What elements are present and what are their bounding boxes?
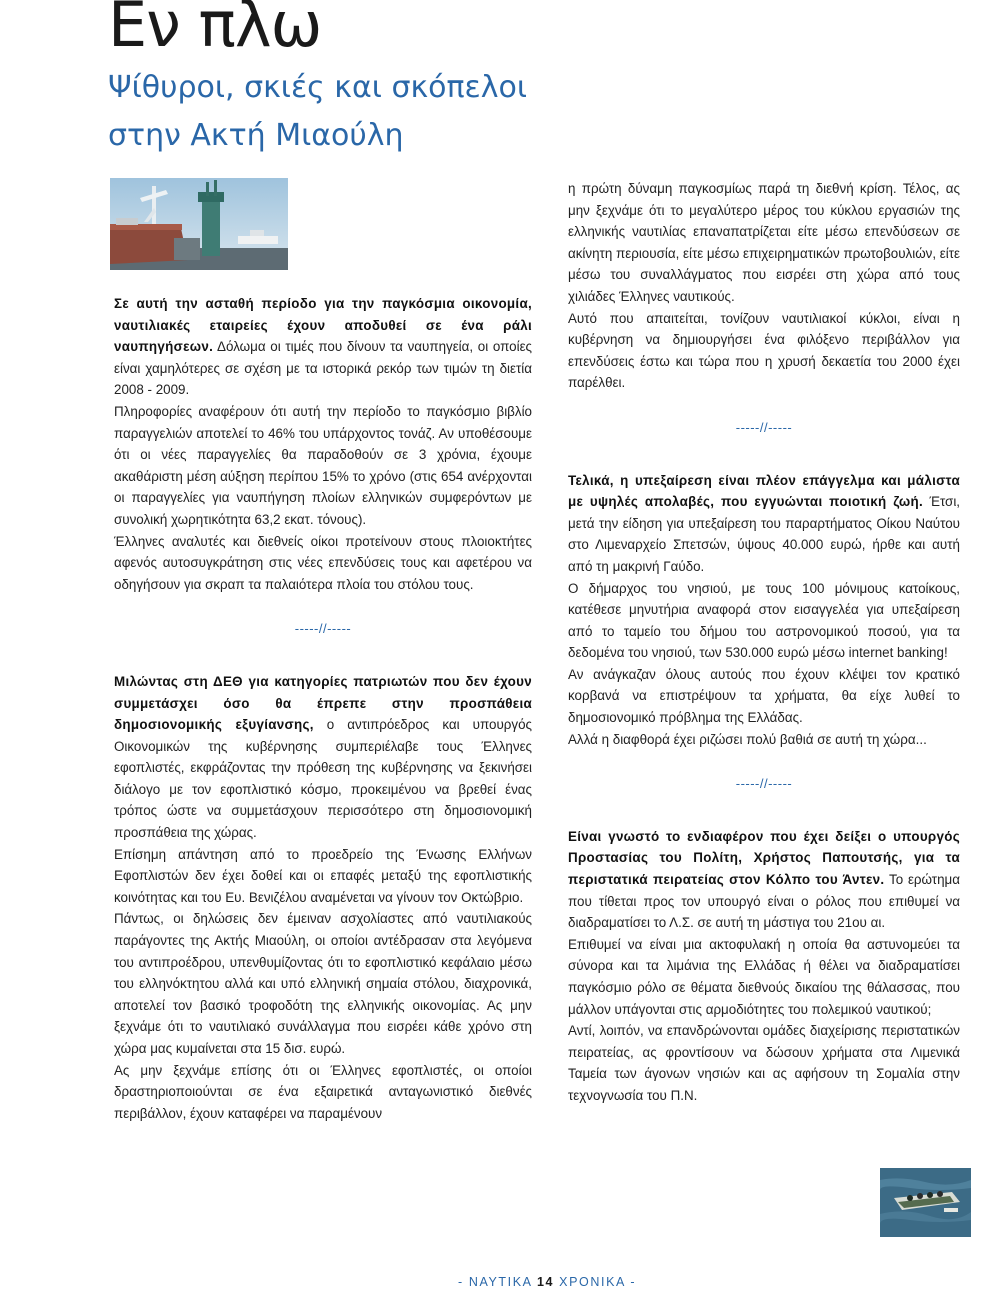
footer-magazine-right: ΧΡΟΝΙΚΑ - — [559, 1275, 637, 1289]
article-paragraph: Επίσημη απάντηση από το προεδρείο της Ένωσης Ελλήνων Εφοπλιστών δεν έχει δοθεί και οι επαφές μεταξύ της εφοπλιστικής κοινότητας και του Ευ. Βενιζέλου αναμένεται να γίνουν τον Οκτώβριο. — [114, 846, 532, 905]
article-paragraph: η πρώτη δύναμη παγκοσμίως παρά τη διεθνή κρίση. Τέλος, ας μην ξεχνάμε ότι το μεγαλύτερο μέρος του κύκλου εργασιών της ελληνικής ναυτιλίας επαναπατρίζεται είτε μέσω επενδύσεων σε ακίνητη περιουσία, είτε μέσω επιχειρηματικών πρωτοβουλιών, είτε μέσω του συναλλάγματος που εισρέει στη χώρα από τους χιλιάδες Έλληνες ναυτικούς. — [568, 181, 961, 304]
lead-in: Τελικά, η υπεξαίρεση είναι πλέον επάγγελμα και μάλιστα με υψηλές απολαβές, που εγγυώνται ποιοτική ζωή. — [568, 472, 960, 510]
page-number: 14 — [536, 1275, 555, 1289]
article-paragraph: Πληροφορίες αναφέρουν ότι αυτή την περίοδο το παγκόσμιο βιβλίο παραγγελιών αποτελεί το 46% του υπάρχοντος τονάζ. Αν υποθέσουμε ότι οι νέες παραγγελίες θα παραδοθούν σε 3 χρόνια, έχουμε ακαθάριστη μέση αύξηση περίπου 15% το χρόνο (στις 654 ανέρχονται οι παραγγελίες για ναυπήγηση πλοίων ελληνικών συμφερόντων με συνολική χωρητικότητα 63,2 εκατ. τόνους). — [114, 403, 532, 527]
article-paragraph — [114, 293, 532, 401]
article-paragraph — [568, 470, 960, 578]
section-separator: -----//----- — [294, 621, 352, 637]
article-paragraph: Πάντως, οι δηλώσεις δεν έμειναν ασχολίαστες από ναυτιλιακούς παράγοντες της Ακτής Μιαούλη, οι οποίοι αντέδρασαν στα λεγόμενα του αντιπροέδρου, υπενθυμίζοντας ότι το εφοπλιστικό κεφάλαιο μέσω του ελληνόκτητου αλλά και υπό ελληνική σημαία στόλου, διαχρονικά, αποτελεί τον βασικό τροφοδότη της ελληνικής οικονομίας. Ας μην ξεχνάμε ότι το ναυτιλιακό συνάλλαγμα που εισρέει κάθε χρόνο στη χώρα μας κυμαίνεται στα 15 δισ. ευρώ. — [114, 911, 532, 1056]
paragraph-text: Δόλωμα οι τιμές που δίνουν τα ναυπηγεία, οι οποίες είναι χαμηλότερες σε σχέση με τα ιστορικά ρεκόρ των τιμών τη διετία 2008 - 2009. — [114, 339, 532, 398]
lead-in: Είναι γνωστό το ενδιαφέρον που έχει δείξει ο υπουργός Προστασίας του Πολίτη, Χρήστος Παπουτσής, για τα περιστατικά πειρατείας στον Κόλπο του Άντεν. — [568, 828, 960, 888]
pirate-boat-photo — [880, 1168, 971, 1237]
subtitle-line-2: στην Ακτή Μιαούλη — [108, 118, 404, 153]
section-title: Εν πλω — [108, 0, 322, 61]
section-separator: -----//----- — [735, 419, 793, 435]
paragraph-text: Το ερώτημα που τίθεται προς τον υπουργό είναι ο ρόλος που επιθυμεί να διαδραματίσει το Λ.Σ. σε αυτή τη μάστιγα του 21ου αι. — [568, 872, 960, 931]
shipyard-illustration — [110, 178, 288, 270]
section-separator: -----//----- — [735, 776, 793, 792]
boat-illustration — [880, 1168, 971, 1237]
paragraph-text: Έτσι, μετά την είδηση για υπεξαίρεση του παραρτήματος Οίκου Ναύτου στο Λιμεναρχείο Σπετσών, ύψους 40.000 ευρώ, ήρθε και αυτή από τη μακρινή Γαύδο. — [568, 494, 961, 574]
article-paragraph: Αν ανάγκαζαν όλους αυτούς που έχουν κλέψει τον κρατικό κορβανά να επιστρέψουν τα χρήματα, θα είχε λυθεί το δημοσιονομικό πρόβλημα της Ελλάδας. — [568, 666, 960, 726]
subtitle-line-1: Ψίθυροι, σκιές και σκόπελοι — [108, 70, 528, 105]
lead-in: Μιλώντας στη ΔΕΘ για κατηγορίες πατριωτών που δεν έχουν συμμετάσχει όσο θα έπρεπε στην προσπάθεια δημοσιονομικής εξυγίανσης, — [114, 673, 532, 733]
article-paragraph: Επιθυμεί να είναι μια ακτοφυλακή η οποία θα αστυνομεύει τα σύνορα και τα λιμάνια της Ελλάδας ή θέλει να διαδραματίσει παγκόσμιο ρόλο σε θέματα διεθνούς δικαίου της θάλασσας, που μάλλον υπάγονται στις αρμοδιότητες του πολεμικού ναυτικού; — [568, 936, 960, 1017]
article-paragraph — [114, 671, 532, 844]
page-footer — [458, 1275, 636, 1289]
right-column — [568, 178, 960, 1107]
article-subtitle — [108, 64, 527, 160]
left-column — [114, 293, 532, 1124]
article-paragraph: Αυτό που απαιτείται, τονίζουν ναυτιλιακοί κύκλοι, είναι η κυβέρνηση να δημιουργήσει ένα φιλόξενο περιβάλλον για επενδύσεις έστω και τώρα που η χρυσή δεκαετία του 2000 έχει παρέλθει. — [568, 310, 960, 391]
paragraph-text: ο αντιπρόεδρος και υπουργός Οικονομικών της κυβέρνησης συμπεριέλαβε τους Έλληνες εφοπλιστές, εκφράζοντας την πρόθεση της κυβέρνησης να ξεκινήσει διάλογο με τον εφοπλιστικό κόσμο, προκειμένου να βρεθεί ένας τρόπος ώστε να συμμετάσχουν περισσότερο στη δημοσιονομική προσπάθεια της χώρας. — [114, 717, 532, 841]
article-paragraph: Αλλά η διαφθορά έχει ριζώσει πολύ βαθιά σε αυτή τη χώρα... — [568, 731, 927, 747]
article-paragraph: Αντί, λοιπόν, να επανδρώνονται ομάδες διαχείρισης περιστατικών πειρατείας, ας φροντίσουν να δώσουν χρήματα στα Λιμενικά Ταμεία των άγονων νησιών και ας αφήσουν τη Σομαλία στην τεχνογνωσία του Π.Ν. — [568, 1023, 960, 1103]
article-paragraph: Ο δήμαρχος του νησιού, με τους 100 μόνιμους κατοίκους, κατέθεσε μηνυτήρια αναφορά στον εισαγγελέα για υπεξαίρεση από το ταμείο του δήμου του αστρονομικού ποσού, για τα δεδομένα του νησιού, των 530.000 ευρώ μέσω internet banking! — [568, 580, 960, 661]
article-paragraph: Έλληνες αναλυτές και διεθνείς οίκοι προτείνουν στους πλοιοκτήτες αφενός αυτοσυγκράτηση στις νέες επενδύσεις τους και αφετέρου να οδηγήσουν για σκραπ τα παλαιότερα πλοία του στόλου τους. — [114, 533, 532, 592]
lead-in: Σε αυτή την ασταθή περίοδο για την παγκόσμια οικονομία, ναυτιλιακές εταιρείες έχουν αποδυθεί σε ένα ράλι ναυπηγήσεων. — [114, 296, 532, 355]
article-paragraph: Ας μην ξεχνάμε επίσης ότι οι Έλληνες εφοπλιστές, οι οποίοι δραστηριοποιούνται σε ένα εξαιρετικά ανταγωνιστικό διεθνές περιβάλλον, έχουν καταφέρει να παραμένουν — [114, 1062, 532, 1121]
shipyard-photo — [110, 178, 288, 270]
article-paragraph — [568, 826, 960, 934]
footer-magazine-left: - ΝΑΥΤΙΚΑ — [458, 1275, 532, 1289]
